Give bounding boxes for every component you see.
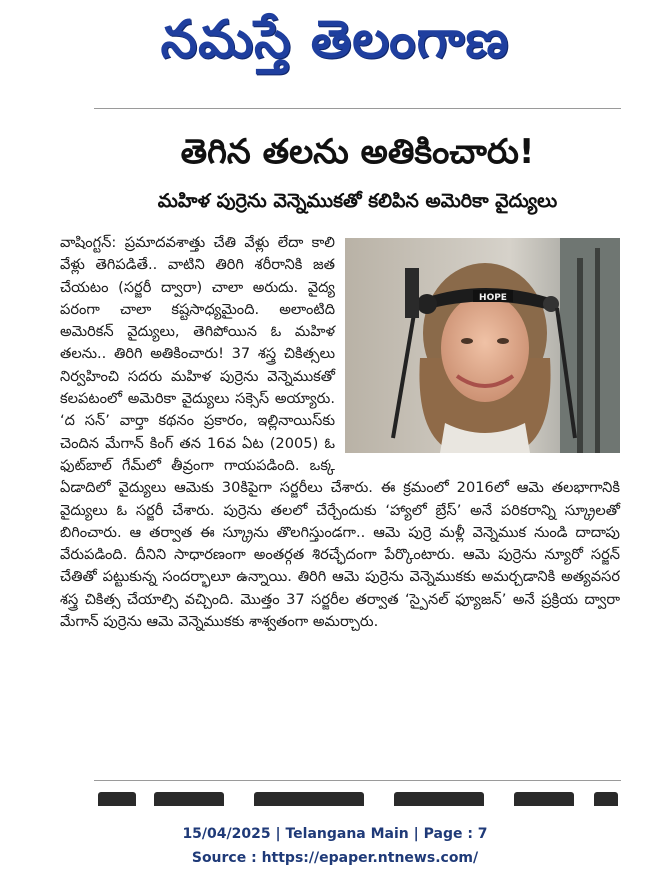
next-article-headline-fragment	[94, 792, 621, 806]
woman-in-halo-brace-image	[345, 238, 620, 453]
newspaper-title: నమస్తే తెలంగాణ	[160, 9, 510, 70]
article-photo	[345, 238, 620, 453]
article-subheadline: మహిళ పుర్రెను వెన్నెముకతో కలిపిన అమెరికా వైద్యులు	[157, 190, 558, 212]
article-headline: తెగిన తలను అతికించారు!	[180, 132, 535, 172]
top-divider	[94, 108, 621, 109]
brace-label: HOPE	[479, 293, 507, 303]
bottom-divider	[94, 780, 621, 781]
article-body-text: వాషింగ్టన్‌: ప్రమాదవశాత్తు చేతి వేళ్లు లేదా కాలి వేళ్లు తెగిపడితే.. వాటిని తిరిగి శరీరానికి జత చేయటం (సర్జరీ ద్వారా) చాలా అరుదు. వైద్య పరంగా చాలా కష్టసాధ్యమైంది. అలాంటిది అమెరికన్‌ వైద్యులు, తెగిపోయిన ఓ మహిళ తలను.. తిరిగి అతికించారు! 37 శస్త్ర చికిత్సలు నిర్వహించి సదరు మహిళ పుర్రెను వెన్నెముకతో కలపటంలో అమెరికా వైద్యులు సక్సెస్‌ అయ్యారు. ‘ద సన్‌’ వార్తా కథనం ప్రకారం, ఇల్లినాయిస్‌కు చెందిన మేగాన్‌ కింగ్‌ తన 16వ ఏట (2005) ఓ ఫుట్‌బాల్‌ గేమ్‌లో తీవ్రంగా గాయపడింది. ఒక్క ఏడాదిలో వైద్యులు ఆమెకు 30కిపైగా సర్జరీలు చేశారు. ఈ క్రమంలో 2016లో ఆమె తలభాగానికి వైద్యులు ఓ సర్జరీ చేశారు. పుర్రెను తలలో చేర్చేందుకు ‘హ్యాలో బ్రేస్‌’ అనే పరికరాన్ని స్క్రూలతో బిగించారు. ఆ తర్వాత ఈ స్క్రూను తొలగిస్తుండగా.. ఆమె పుర్రె మళ్లీ వెన్నెముక నుండి దాదాపు వేరుపడింది. దీనిని సాధారణంగా అంతర్గత శిరచ్ఛేదంగా పేర్కొంటారు. ఆమె పుర్రెను న్యూరో సర్జన్‌ చేతితో పట్టుకున్న సందర్భాలూ ఉన్నాయి. తిరిగి ఆమె పుర్రెను వెన్నెముకకు అమర్చడానికి అత్యవసర శస్త్ర చికిత్స చేయాల్సి వచ్చింది. మొత్తం 37 సర్జరీల తర్వాత ‘స్పైనల్‌ ఫ్యూజన్‌’ అనే ప్రక్రియ ద్వారా మేగాన్‌ పుర్రెను ఆమె వెన్నెముకకు శాశ్వతంగా అమర్చారు.	[60, 234, 620, 631]
footer-source: Source : https://epaper.ntnews.com/	[191, 850, 479, 866]
footer-date-page: 15/04/2025 | Telangana Main | Page : 7	[182, 826, 488, 842]
article-body-column	[60, 232, 620, 772]
masthead	[0, 0, 670, 92]
